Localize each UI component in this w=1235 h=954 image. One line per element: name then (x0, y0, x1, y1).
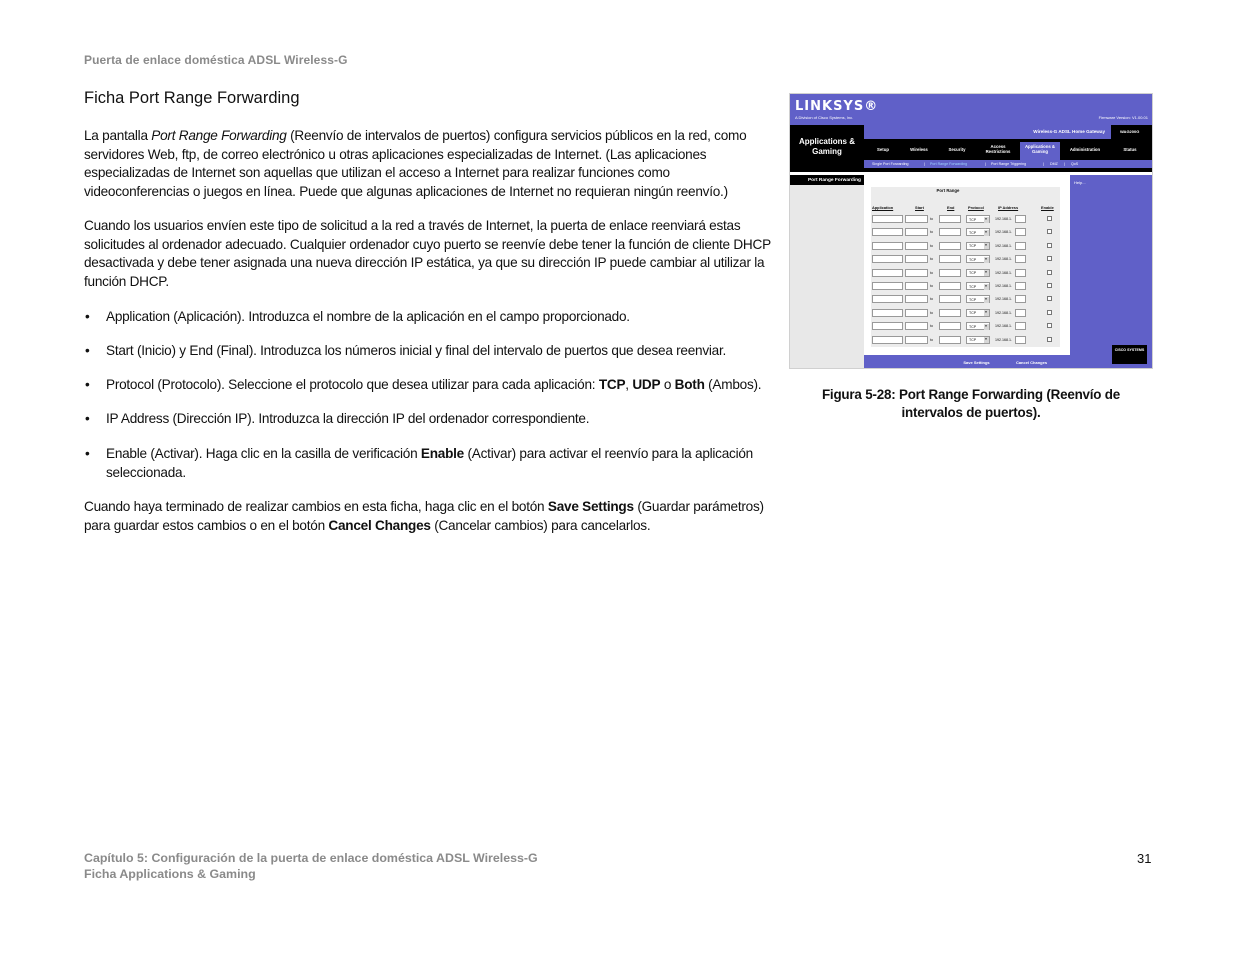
application-input[interactable] (872, 322, 903, 330)
cancel-changes-button[interactable]: Cancel Changes (1015, 360, 1048, 365)
bullet-text: Application (Aplicación). Introduzca el nombre de la aplicación en el campo proporcionado. (106, 309, 630, 324)
chevron-down-icon: ▼ (984, 337, 988, 342)
figure-nav-applications-gaming[interactable]: Applications & Gaming (1020, 142, 1060, 160)
closing-a: Cuando haya terminado de realizar cambios en esta ficha, haga clic en el botón (84, 499, 548, 514)
ip-prefix: 192.168.1. (995, 297, 1012, 302)
ip-prefix: 192.168.1. (995, 284, 1012, 288)
ip-prefix: 192.168.1. (995, 217, 1012, 221)
protocol-value: TCP (969, 284, 977, 289)
end-port-input[interactable] (939, 336, 961, 344)
enable-checkbox[interactable] (1047, 337, 1052, 342)
ip-last-octet-input[interactable] (1015, 295, 1026, 303)
figure-subnav-divider: | (1064, 161, 1065, 166)
bullet-text (106, 445, 774, 482)
ip-prefix: 192.168.1. (995, 337, 1012, 342)
closing-c: (Guardar parámetros) para guardar estos cambios o en el botón (84, 499, 764, 533)
end-port-input[interactable] (939, 295, 961, 303)
enable-checkbox[interactable] (1047, 323, 1052, 328)
figure-left-panel (790, 175, 864, 369)
bullet-marker: • (85, 411, 90, 426)
chevron-down-icon: ▼ (984, 323, 988, 328)
protocol-value: TCP (969, 257, 977, 262)
ip-prefix: 192.168.1. (995, 324, 1012, 329)
chevron-down-icon: ▼ (984, 243, 988, 248)
ip-last-octet-input[interactable] (1015, 255, 1026, 263)
chevron-down-icon: ▼ (984, 270, 988, 275)
to-label: to (930, 337, 933, 342)
table-row (871, 240, 1060, 253)
intro-rest: (Reenvío de intervalos de puertos) configura servicios públicos en la red, como servidores Web, ftp, de correo electrónico u otras aplicaciones especializadas de Internet. (Las aplicaciones especializadas de Internet son aquellas que utilizan el acceso a Internet para realizar funciones como videoconferencias o juegos en línea. Puede que algunas aplicaciones de Internet no requieran ningún reenvío.) (84, 128, 747, 199)
router-screenshot-figure (789, 93, 1153, 369)
column-header-enable: Enable (1041, 205, 1054, 210)
protocol-select[interactable] (966, 322, 990, 330)
figure-nav-setup[interactable]: Setup (877, 147, 889, 152)
ip-last-octet-input[interactable] (1015, 322, 1026, 330)
ip-last-octet-input[interactable] (1015, 282, 1026, 290)
enable-checkbox[interactable] (1047, 270, 1052, 275)
application-input[interactable] (872, 215, 903, 223)
cisco-systems-logo: CISCO SYSTEMS (1112, 345, 1147, 364)
protocol-value: TCP (969, 230, 977, 235)
start-port-input[interactable] (905, 336, 928, 344)
to-label: to (930, 324, 933, 329)
figure-subnav-port-range-triggering[interactable]: Port Range Triggering (991, 161, 1027, 166)
figure-sub-nav (864, 160, 1153, 168)
application-input[interactable] (872, 309, 903, 317)
figure-subnav-port-range-forwarding[interactable]: Port Range Forwarding (930, 161, 968, 166)
ip-last-octet-input[interactable] (1015, 228, 1026, 236)
protocol-select[interactable] (966, 269, 990, 277)
end-port-input[interactable] (939, 228, 961, 236)
protocol-value: TCP (969, 217, 977, 222)
start-port-input[interactable] (905, 295, 928, 303)
protocol-udp: UDP (632, 377, 661, 392)
start-port-input[interactable] (905, 255, 928, 263)
protocol-tcp: TCP (598, 377, 626, 392)
ip-prefix: 192.168.1. (995, 243, 1012, 248)
intro-paragraph (84, 127, 774, 201)
table-row (871, 320, 1060, 333)
figure-subnav-divider: | (924, 161, 925, 166)
protocol-both: Both (674, 377, 705, 392)
figure-section-title: Applications & Gaming (798, 137, 855, 156)
end-port-input[interactable] (939, 242, 961, 250)
bullet-application (84, 308, 774, 327)
to-label: to (930, 230, 933, 235)
table-row (871, 253, 1060, 266)
start-port-input[interactable] (905, 215, 928, 223)
bullet-marker: • (85, 446, 90, 461)
bullet-marker: • (85, 343, 90, 358)
logo-subtitle: A Division of Cisco Systems, Inc. (795, 115, 854, 120)
protocol-or: o (660, 377, 675, 392)
footer-section: Ficha Applications & Gaming (84, 867, 256, 881)
enable-checkbox[interactable] (1047, 256, 1052, 261)
figure-nav-security[interactable]: Security (948, 147, 966, 152)
enable-checkbox[interactable] (1047, 283, 1052, 288)
chevron-down-icon: ▼ (984, 283, 988, 288)
to-label: to (930, 297, 933, 302)
protocol-value: TCP (969, 311, 977, 316)
protocol-value: TCP (969, 297, 977, 302)
to-label: to (930, 284, 933, 288)
section-title: Ficha Port Range Forwarding (84, 89, 300, 107)
enable-lead: Enable (Activar). Haga clic en la casilla de verificación (106, 446, 421, 461)
figure-subnav-divider: | (985, 161, 986, 166)
protocol-value: TCP (969, 324, 977, 329)
chevron-down-icon: ▼ (984, 229, 988, 234)
chevron-down-icon: ▼ (984, 296, 988, 301)
bullet-marker: • (85, 377, 90, 392)
enable-checkbox[interactable] (1047, 296, 1052, 301)
figure-right-panel (1070, 175, 1153, 369)
table-row (871, 280, 1060, 293)
protocol-select[interactable] (966, 228, 990, 236)
chevron-down-icon: ▼ (984, 256, 988, 261)
dhcp-paragraph: Cuando los usuarios envíen este tipo de solicitud a la red a través de Internet, la puerta de enlace reenviará estas solicitudes al ordenador adecuado. Cualquier ordenador cuyo puerto se reenvíe debe tener la función de cliente DHCP desactivada y debe tener asignada una nueva dirección IP estática, ya que su dirección IP puede cambiar al utilizar la función DHCP. (84, 218, 771, 289)
figure-nav-wireless[interactable]: Wireless (910, 147, 928, 152)
start-port-input[interactable] (905, 309, 928, 317)
ip-last-octet-input[interactable] (1015, 242, 1026, 250)
enable-rest: (Activar) para activar el reenvío para la aplicación seleccionada. (106, 446, 753, 480)
column-header-ip-address: IP Address (998, 205, 1019, 210)
enable-checkbox[interactable] (1047, 229, 1052, 234)
bullet-start-end (84, 342, 774, 361)
firmware-version: Firmware Version: V1.00.01 (1098, 115, 1148, 120)
end-port-input[interactable] (939, 322, 961, 330)
protocol-select[interactable] (966, 336, 990, 344)
closing-paragraph (84, 498, 774, 535)
port-range-table-title: Port Range (936, 188, 960, 193)
running-header: Puerta de enlace doméstica ADSL Wireless-G (84, 53, 348, 67)
column-header-end: End (947, 205, 955, 210)
bullet-protocol (84, 376, 774, 395)
ip-prefix: 192.168.1. (995, 310, 1012, 315)
application-input[interactable] (872, 295, 903, 303)
table-row (871, 293, 1060, 306)
bullet-text (106, 376, 774, 395)
port-range-table (871, 187, 1060, 347)
figure-nav-status[interactable]: Status (1123, 147, 1137, 152)
column-header-protocol: Protocol (968, 205, 984, 210)
closing-e: (Cancelar cambios) para cancelarlos. (430, 517, 651, 533)
save-settings-button[interactable]: Save Settings (963, 360, 990, 365)
figure-caption-line2: intervalos de puertos). (901, 405, 1041, 420)
cancel-changes-term: Cancel Changes (328, 517, 431, 533)
to-label: to (930, 270, 933, 275)
ip-prefix: 192.168.1. (995, 270, 1012, 275)
application-input[interactable] (872, 269, 903, 277)
table-row (871, 213, 1060, 226)
figure-nav-administration[interactable]: Administration (1069, 147, 1101, 152)
bullet-text: Start (Inicio) y End (Final). Introduzca los números inicial y final del intervalo de puertos que desea reenviar. (106, 343, 727, 358)
application-input[interactable] (872, 255, 903, 263)
end-port-input[interactable] (939, 215, 961, 223)
column-header-application: Application (872, 205, 894, 210)
intro-lead: La pantalla (84, 128, 152, 143)
ip-last-octet-input[interactable] (1015, 269, 1026, 277)
bullet-text: IP Address (Dirección IP). Introduzca la dirección IP del ordenador correspondiente. (106, 411, 590, 426)
application-input[interactable] (872, 228, 903, 236)
table-row (871, 334, 1060, 347)
to-label: to (930, 257, 933, 262)
intro-italic-term: Port Range Forwarding (151, 128, 287, 143)
protocol-lead: Protocol (Protocolo). Seleccione el protocolo que desea utilizar para cada aplicación: (106, 377, 599, 392)
page-number: 31 (1137, 851, 1152, 866)
start-port-input[interactable] (905, 269, 928, 277)
protocol-select[interactable] (966, 255, 990, 263)
end-port-input[interactable] (939, 255, 961, 263)
figure-help-link[interactable]: Help... (1074, 180, 1086, 185)
footer-chapter: Capítulo 5: Configuración de la puerta de enlace doméstica ADSL Wireless-G (84, 851, 538, 865)
protocol-sep: , (625, 377, 633, 392)
bullet-ip-address (84, 410, 774, 429)
figure-subnav-single-port[interactable]: Single Port Forwarding (872, 161, 909, 166)
ip-last-octet-input[interactable] (1015, 215, 1026, 223)
protocol-select[interactable] (966, 295, 990, 303)
table-row (871, 226, 1060, 239)
enable-checkbox[interactable] (1047, 310, 1052, 315)
application-input[interactable] (872, 242, 903, 250)
application-input[interactable] (872, 336, 903, 344)
figure-main-nav (864, 142, 1153, 160)
figure-caption (789, 386, 1153, 422)
end-port-input[interactable] (939, 282, 961, 290)
application-input[interactable] (872, 282, 903, 290)
figure-subnav-divider: | (1043, 161, 1044, 166)
start-port-input[interactable] (905, 322, 928, 330)
end-port-input[interactable] (939, 269, 961, 277)
linksys-logo: LINKSYS® (795, 99, 879, 114)
protocol-value: TCP (969, 271, 977, 276)
table-row (871, 267, 1060, 280)
protocol-select[interactable] (966, 309, 990, 317)
figure-subnav-dmz[interactable]: DMZ (1050, 161, 1058, 166)
ip-prefix: 192.168.1. (995, 230, 1012, 235)
ip-last-octet-input[interactable] (1015, 309, 1026, 317)
save-settings-term: Save Settings (547, 499, 634, 514)
to-label: to (930, 243, 933, 248)
protocol-value: TCP (969, 244, 977, 249)
protocol-select[interactable] (966, 215, 990, 223)
figure-nav-access-restrictions[interactable]: Access Restrictions (985, 144, 1011, 154)
bullet-marker: • (85, 309, 90, 324)
start-port-input[interactable] (905, 242, 928, 250)
enable-checkbox[interactable] (1047, 216, 1052, 221)
column-header-start: Start (915, 205, 924, 210)
protocol-select[interactable] (966, 282, 990, 290)
chevron-down-icon: ▼ (984, 216, 988, 221)
start-port-input[interactable] (905, 282, 928, 290)
start-port-input[interactable] (905, 228, 928, 236)
table-row (871, 307, 1060, 320)
figure-model-number: WAG200G (1120, 129, 1140, 134)
enable-checkbox[interactable] (1047, 243, 1052, 248)
to-label: to (930, 310, 933, 315)
enable-term: Enable (420, 446, 464, 461)
figure-caption-line1: Figura 5-28: Port Range Forwarding (Reenvío de (821, 387, 1121, 402)
protocol-select[interactable] (966, 242, 990, 250)
end-port-input[interactable] (939, 309, 961, 317)
ip-last-octet-input[interactable] (1015, 336, 1026, 344)
figure-left-label: Port Range Forwarding (790, 175, 864, 185)
protocol-end: (Ambos). (704, 377, 762, 392)
bullet-enable (84, 445, 774, 482)
figure-subnav-qos[interactable]: QoS (1071, 161, 1079, 166)
ip-prefix: 192.168.1. (995, 257, 1012, 262)
figure-bottom-bar (864, 355, 1070, 369)
figure-product-name: Wireless-G ADSL Home Gateway (864, 125, 1111, 139)
chevron-down-icon: ▼ (984, 310, 988, 315)
to-label: to (930, 217, 933, 221)
protocol-value: TCP (969, 338, 977, 343)
